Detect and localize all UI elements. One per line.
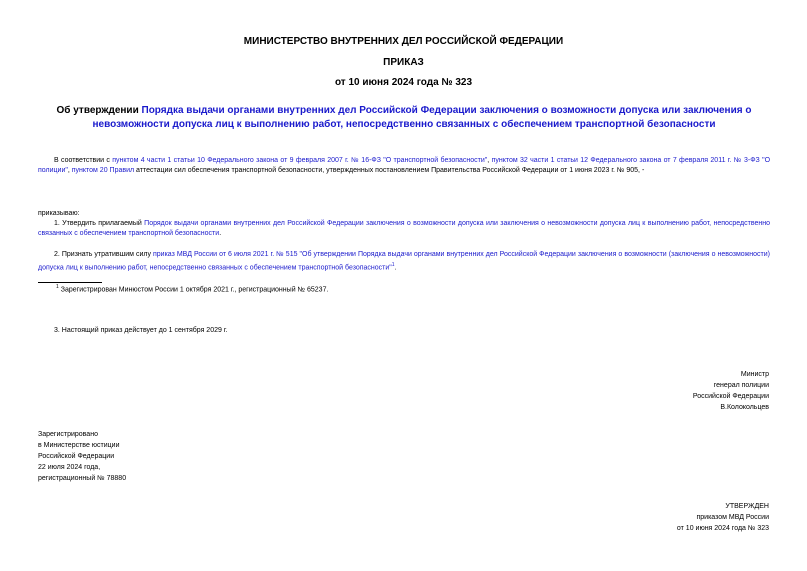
date-number-heading: от 10 июня 2024 года № 323 bbox=[334, 77, 473, 88]
preamble-text-4: аттестации сил обеспечения транспортной безопасности, утвержденных постановлением Правительства Российской Федерации от 1 июня 2023 г. № 905, - bbox=[134, 167, 645, 174]
item-1-text-2: . bbox=[219, 230, 222, 237]
item-2-text-1: 2. Признать утратившим силу bbox=[54, 251, 153, 258]
title-prefix: Об утверждении bbox=[56, 105, 142, 116]
item-1-link-procedure[interactable]: Порядок выдачи органами внутренних дел Российской Федерации заключения о возможности допуска или заключения о невозможности допуска лиц к выполнению работ, непосредственно связанных с обеспечением транспортной безопасности bbox=[38, 220, 770, 237]
signature-line: генерал полиции bbox=[713, 382, 769, 389]
registration-line: Российской Федерации bbox=[38, 453, 115, 460]
item-2-paragraph bbox=[38, 250, 770, 273]
item-2-text-2: . bbox=[394, 264, 397, 272]
preamble-link-law-3fz[interactable]: пунктом 32 части 1 статьи 12 Федерального закона от 7 февраля 2011 г. № 3-ФЗ "О полиции" bbox=[38, 157, 771, 174]
approval-line: от 10 июня 2024 года № 323 bbox=[676, 525, 769, 532]
preamble-text-2: , bbox=[487, 157, 492, 164]
document-title bbox=[34, 104, 774, 132]
signature-line: Министр bbox=[740, 371, 769, 378]
doc-type-heading: ПРИКАЗ bbox=[383, 57, 424, 68]
footnote-reference[interactable]: 1 bbox=[391, 262, 395, 268]
signature-line: В.Колокольцев bbox=[720, 404, 769, 411]
registration-line: Зарегистрировано bbox=[38, 431, 98, 438]
footnote-divider bbox=[38, 282, 102, 283]
signature-line: Российской Федерации bbox=[692, 393, 769, 400]
approval-line: УТВЕРЖДЕН bbox=[725, 503, 769, 510]
footnote-text: Зарегистрирован Минюстом России 1 октября 2021 г., регистрационный № 65237. bbox=[60, 286, 329, 294]
footnote-mark: 1 bbox=[56, 284, 59, 290]
footnote bbox=[56, 284, 328, 293]
item-1-paragraph bbox=[38, 219, 770, 239]
title-link[interactable]: Порядка выдачи органами внутренних дел Российской Федерации заключения о возможности допуска или заключения о невозможности допуска лиц к выполнению работ, непосредственно связанных с обеспечением транспортной безопасности bbox=[92, 105, 752, 130]
registration-line: в Министерстве юстиции bbox=[38, 442, 120, 449]
preamble-link-law-16fz[interactable]: пунктом 4 части 1 статьи 10 Федерального закона от 9 февраля 2007 г. № 16-ФЗ "О транспортной безопасности" bbox=[112, 157, 488, 164]
registration-line: 22 июля 2024 года, bbox=[38, 464, 101, 471]
approval-line: приказом МВД России bbox=[696, 514, 769, 521]
ministry-heading: МИНИСТЕРСТВО ВНУТРЕННИХ ДЕЛ РОССИЙСКОЙ ФЕДЕРАЦИИ bbox=[243, 36, 564, 47]
preamble-text-1: В соответствии с bbox=[54, 157, 113, 164]
registration-line: регистрационный № 78880 bbox=[38, 475, 127, 482]
approval-block bbox=[677, 501, 769, 534]
registration-block bbox=[38, 429, 126, 484]
item-1-text-1: 1. Утвердить прилагаемый bbox=[54, 220, 145, 227]
preamble-paragraph bbox=[38, 156, 770, 176]
order-word: приказываю: bbox=[38, 210, 80, 217]
item-3-paragraph: 3. Настоящий приказ действует до 1 сентября 2029 г. bbox=[54, 327, 228, 334]
preamble-text-3: , bbox=[67, 167, 72, 174]
preamble-link-rules[interactable]: пунктом 20 Правил bbox=[71, 167, 135, 174]
signature-block bbox=[693, 369, 769, 413]
item-2-link-order-515[interactable]: приказ МВД России от 6 июля 2021 г. № 515 "Об утверждении Порядка выдачи органами внутренних дел Российской Федерации заключения о возможности (заключения о невозможности) допуска лиц к выполнению работ, непосредственно связанных с обеспечением транспортной безопасности" bbox=[38, 251, 770, 272]
